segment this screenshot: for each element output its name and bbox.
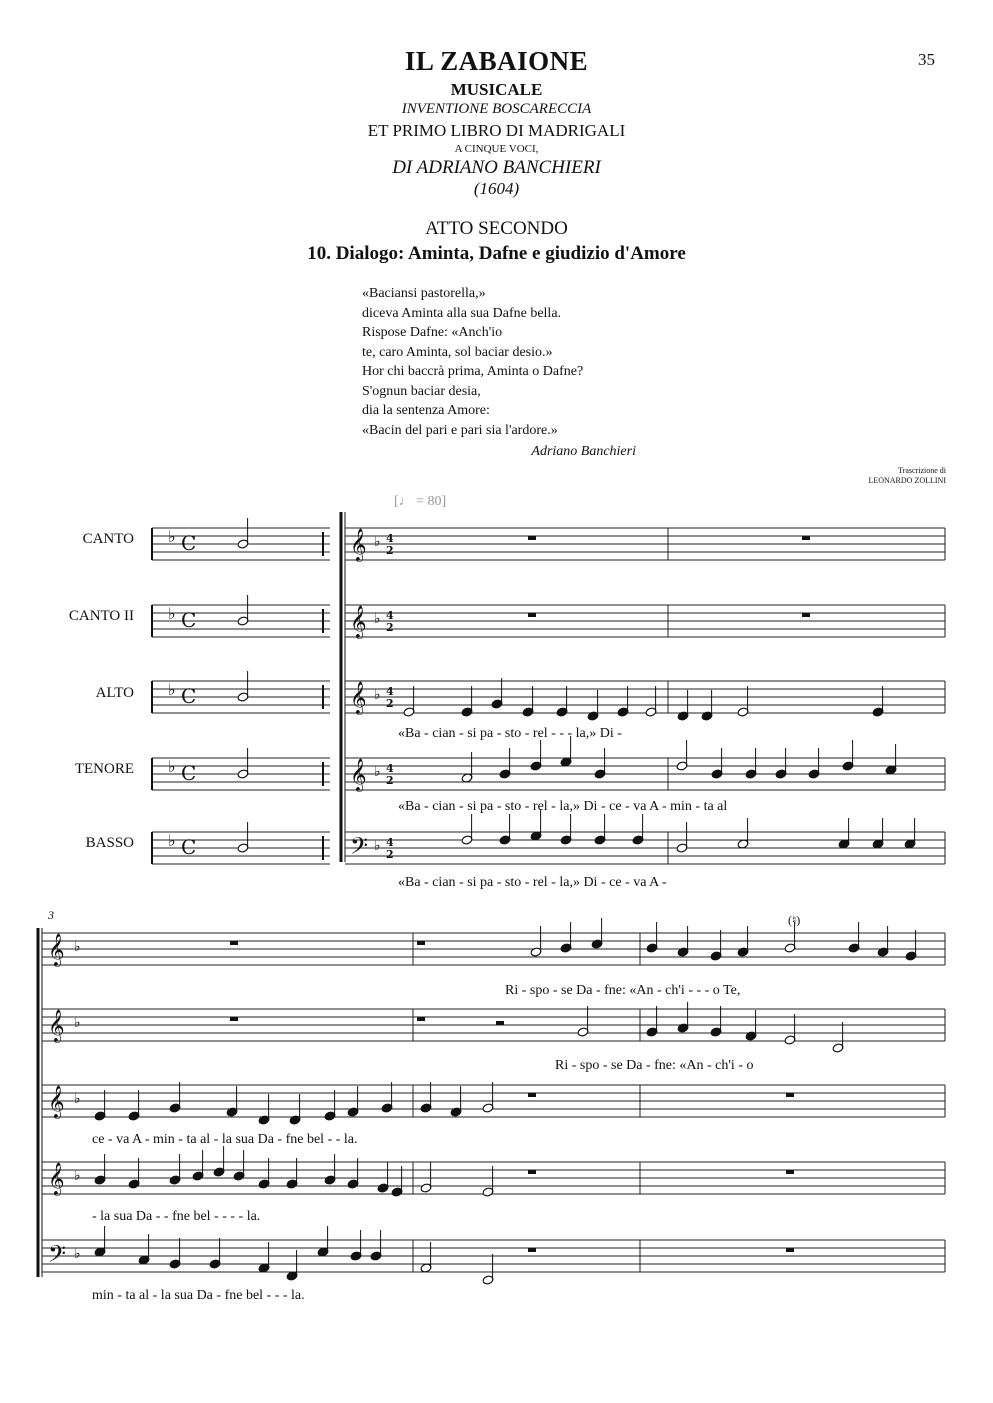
rest xyxy=(786,1248,794,1252)
credit-line: Trascrizione di xyxy=(898,466,946,475)
key-flat: ♭ xyxy=(74,1168,81,1184)
measure-number: 3 xyxy=(48,908,54,922)
invention-line: INVENTIONE BOSCARECCIA xyxy=(401,101,592,117)
page-number: 35 xyxy=(918,50,935,69)
treble-clef-icon: 𝄞 xyxy=(350,528,367,561)
voice-label-alto: ALTO xyxy=(95,685,134,701)
lyrics-tenore-2: - la sua Da - - fne bel - - - - la. xyxy=(92,1209,261,1224)
rest xyxy=(528,1248,536,1252)
voice-label-basso: BASSO xyxy=(85,835,134,851)
key-flat: ♭ xyxy=(374,534,381,550)
poem-line: S'ognun baciar desia, xyxy=(362,383,481,399)
key-flat: ♭ xyxy=(374,764,381,780)
key-flat: ♭ xyxy=(374,687,381,703)
treble-clef-icon: 𝄞 xyxy=(48,1009,65,1042)
time-signature: C xyxy=(181,608,197,632)
time-signature: C xyxy=(181,531,197,555)
key-flat: ♭ xyxy=(374,611,381,627)
key-flat: ♭ xyxy=(74,1246,81,1262)
time-signature: C xyxy=(181,835,197,859)
poem-line: diceva Aminta alla sua Dafne bella. xyxy=(362,305,562,321)
piece-heading: 10. Dialogo: Aminta, Dafne e giudizio d'Amore xyxy=(307,243,686,264)
treble-clef-icon: 𝄞 xyxy=(48,933,65,966)
poem-line: dia la sentenza Amore: xyxy=(362,403,490,418)
key-flat: ♭ xyxy=(168,604,176,623)
time-sig-denominator: 2 xyxy=(386,697,394,710)
rest xyxy=(528,613,536,617)
poem-line: «Bacin del pari e pari sia l'ardore.» xyxy=(362,422,558,438)
rest xyxy=(802,536,810,540)
lyrics-canto2-2: Ri - spo - se Da - fne: «An - ch'i - o xyxy=(555,1058,754,1073)
rest xyxy=(528,536,536,540)
rest xyxy=(417,1017,425,1021)
voice-label-tenore: TENORE xyxy=(74,761,134,777)
time-sig-numerator: 4 xyxy=(386,836,394,849)
lyrics-alto-1: «Ba - cian - si pa - sto - rel - - - la,» Di - xyxy=(398,726,622,741)
rest xyxy=(528,1170,536,1174)
time-sig-denominator: 2 xyxy=(386,848,394,861)
credit-name: LEONARDO ZOLLINI xyxy=(868,476,946,485)
lyrics-basso-1: «Ba - cian - si pa - sto - rel - la,» Di - ce - va A - xyxy=(398,875,667,890)
key-flat: ♭ xyxy=(374,838,381,854)
key-flat: ♭ xyxy=(168,831,176,850)
time-sig-numerator: 4 xyxy=(386,762,394,775)
bass-clef-icon: 𝄢 xyxy=(48,1240,67,1273)
book-line: ET PRIMO LIBRO DI MADRIGALI xyxy=(367,121,626,140)
bass-clef-icon: 𝄢 xyxy=(350,832,369,865)
rest xyxy=(528,1093,536,1097)
time-signature: C xyxy=(181,684,197,708)
time-sig-numerator: 4 xyxy=(386,685,394,698)
rest xyxy=(786,1170,794,1174)
voices-line: A CINQUE VOCI, xyxy=(454,143,539,155)
treble-clef-icon: 𝄞 xyxy=(350,681,367,714)
time-sig-denominator: 2 xyxy=(386,774,394,787)
tempo-marking: [♩ = 80] xyxy=(394,494,447,509)
time-sig-denominator: 2 xyxy=(386,621,394,634)
page-subtitle: MUSICALE xyxy=(450,80,543,99)
key-flat: ♭ xyxy=(168,527,176,546)
time-sig-numerator: 4 xyxy=(386,609,394,622)
treble-clef-icon: 𝄞 xyxy=(350,605,367,638)
poem-line: Rispose Dafne: «Anch'io xyxy=(362,325,503,340)
author-line: DI ADRIANO BANCHIERI xyxy=(392,157,601,178)
treble-clef-icon: 𝄞 xyxy=(48,1162,65,1195)
rest xyxy=(417,941,425,945)
key-flat: ♭ xyxy=(168,680,176,699)
rest xyxy=(802,613,810,617)
rest xyxy=(496,1021,504,1025)
rest xyxy=(230,941,238,945)
time-signature: C xyxy=(181,761,197,785)
poem-line: «Baciansi pastorella,» xyxy=(362,286,486,301)
time-sig-denominator: 2 xyxy=(386,544,394,557)
time-sig-numerator: 4 xyxy=(386,532,394,545)
voice-label-canto: CANTO xyxy=(82,531,134,547)
poem-attribution: Adriano Banchieri xyxy=(531,444,636,459)
key-flat: ♭ xyxy=(168,757,176,776)
treble-clef-icon: 𝄞 xyxy=(48,1085,65,1118)
rest xyxy=(786,1093,794,1097)
key-flat: ♭ xyxy=(74,1091,81,1107)
key-flat: ♭ xyxy=(74,939,81,955)
lyrics-basso-2: min - ta al - la sua Da - fne bel - - - la. xyxy=(92,1288,305,1303)
poem-line: te, caro Aminta, sol baciar desio.» xyxy=(362,344,553,360)
page-title: IL ZABAIONE xyxy=(404,46,589,76)
treble-clef-icon: 𝄞 xyxy=(350,758,367,791)
key-flat: ♭ xyxy=(74,1015,81,1031)
poem-line: Hor chi baccrà prima, Aminta o Dafne? xyxy=(362,364,584,379)
rest xyxy=(230,1017,238,1021)
act-heading: ATTO SECONDO xyxy=(425,218,568,239)
voice-label-canto2: CANTO II xyxy=(68,608,134,624)
lyrics-canto-2: Ri - spo - se Da - fne: «An - ch'i - - - o Te, xyxy=(505,983,741,998)
year-line: (1604) xyxy=(473,179,520,198)
lyrics-alto-2: ce - va A - min - ta al - la sua Da - fne bel - - la. xyxy=(92,1132,358,1147)
lyrics-tenore-1: «Ba - cian - si pa - sto - rel - la,» Di - ce - va A - min - ta al xyxy=(398,799,728,814)
editorial-accidental: (♮) xyxy=(788,913,801,927)
